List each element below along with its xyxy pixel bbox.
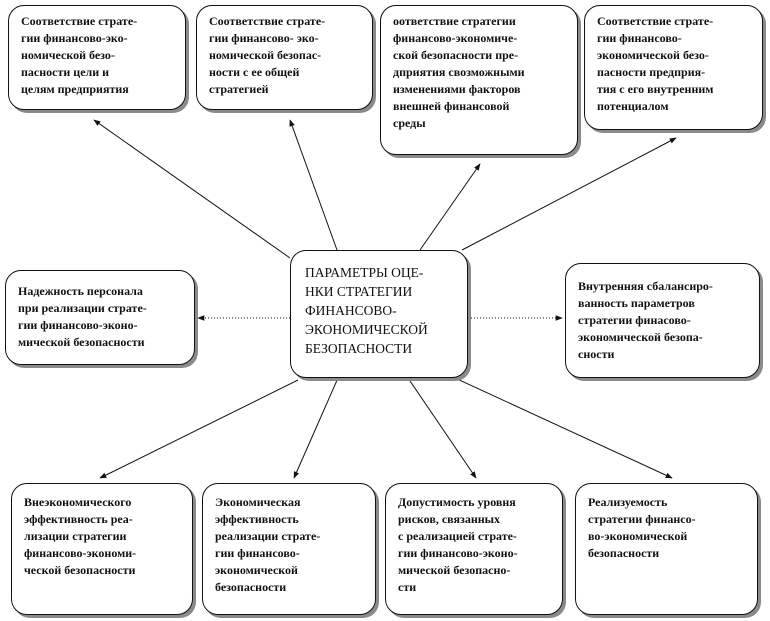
box-line: эффективность реа-: [24, 512, 133, 526]
box-line: потенциалом: [597, 99, 669, 113]
box-line: ской безопасности пре-: [393, 48, 519, 62]
box-line: Внутренняя сбалансиро-: [578, 279, 713, 293]
box-line: ческой безопасности: [24, 563, 136, 577]
arrow-to-bottom-3: [408, 378, 476, 478]
box-line: при реализации страте-: [18, 301, 147, 315]
box-line: безопасности: [588, 546, 660, 560]
box-line: Экономическая: [215, 495, 301, 509]
box-line: изменениями факторов: [393, 82, 521, 96]
box-line: Внеэкономического: [24, 495, 132, 509]
box-line: гии финансово-: [597, 31, 682, 45]
box-line: гии финансово-эконо-: [18, 318, 138, 332]
center-line: НКИ СТРАТЕГИИ: [305, 284, 413, 299]
criterion-general-strategy-alignment: [196, 5, 373, 110]
box-line: номической безопас-: [209, 48, 322, 62]
box-line: ванность параметров: [578, 296, 695, 310]
box-line: мической безопасности: [18, 335, 145, 349]
box-line: тия с его внутренним: [597, 82, 714, 96]
box-line: пасности предприя-: [597, 65, 706, 79]
criterion-internal-balance: [565, 263, 760, 378]
box-line: Реализуемость: [588, 495, 668, 509]
box-line: среды: [393, 116, 426, 130]
arrow-to-bottom-2: [294, 378, 338, 478]
box-line: с реализацией страте-: [398, 529, 517, 543]
box-line: внешней финансовой: [393, 99, 510, 113]
center-line: ЭКОНОМИЧЕСКОЙ: [305, 322, 428, 337]
box-line: Соответствие страте-: [21, 14, 138, 28]
box-line: номической безо-: [21, 48, 115, 62]
arrow-to-bottom-1: [100, 380, 298, 478]
box-line: экономической безо-: [597, 48, 709, 62]
box-line: дприятия свозможными: [393, 65, 525, 79]
box-line: экономической безопа-: [578, 330, 703, 344]
box-line: экономической: [215, 563, 298, 577]
center-line: ФИНАНСОВО-: [305, 303, 397, 318]
box-line: пасности цели и: [21, 65, 110, 79]
center-line: БЕЗОПАСНОСТИ: [305, 341, 413, 356]
box-line: оответствие стратегии: [393, 14, 516, 28]
criterion-feasibility: [575, 483, 758, 615]
box-line: стратегии финансо-: [588, 512, 696, 526]
box-line: мической безопасно-: [398, 563, 511, 577]
criterion-non-economic-efficiency: [11, 483, 193, 615]
box-line: рисков, связанных: [398, 512, 501, 526]
criterion-staff-reliability: [5, 270, 195, 365]
box-line: Допустимость уровня: [398, 495, 516, 509]
arrow-to-top-3: [420, 164, 480, 250]
criterion-acceptable-risk-level: [385, 483, 563, 615]
box-line: финансово-экономиче-: [393, 31, 518, 45]
criterion-internal-potential-alignment: [584, 5, 763, 130]
criterion-economic-efficiency: [202, 483, 376, 615]
box-line: реализации страте-: [215, 529, 321, 543]
box-line: финансово-экономи-: [24, 546, 137, 560]
arrow-to-top-2: [290, 120, 337, 250]
box-line: Соответствие страте-: [209, 14, 326, 28]
box-line: гии финансово-эконо-: [398, 546, 518, 560]
box-line: стратегии финасово-: [578, 313, 691, 327]
criterion-goal-alignment: [8, 5, 186, 110]
box-line: стратегией: [209, 82, 269, 96]
central-concept-box: [290, 250, 468, 378]
center-line: ПАРАМЕТРЫ ОЦЕ-: [305, 265, 424, 280]
arrow-to-bottom-4: [455, 378, 672, 478]
box-line: гии финансово-: [215, 546, 300, 560]
box-line: целям предприятия: [21, 82, 129, 96]
box-line: сности: [578, 347, 615, 361]
box-line: гии финансово-эко-: [21, 31, 128, 45]
arrow-to-top-1: [94, 120, 290, 258]
box-line: безопасности: [215, 580, 287, 594]
criterion-external-environment-alignment: [380, 5, 578, 155]
box-line: гии финансово- эко-: [209, 31, 319, 45]
box-line: во-экономической: [588, 529, 688, 543]
box-line: Надежность персонала: [18, 284, 143, 298]
box-line: ности с ее общей: [209, 65, 300, 79]
box-line: сти: [398, 580, 417, 594]
box-line: лизации стратегии: [24, 529, 127, 543]
box-line: эффективность: [215, 512, 299, 526]
box-line: Соответствие страте-: [597, 14, 714, 28]
